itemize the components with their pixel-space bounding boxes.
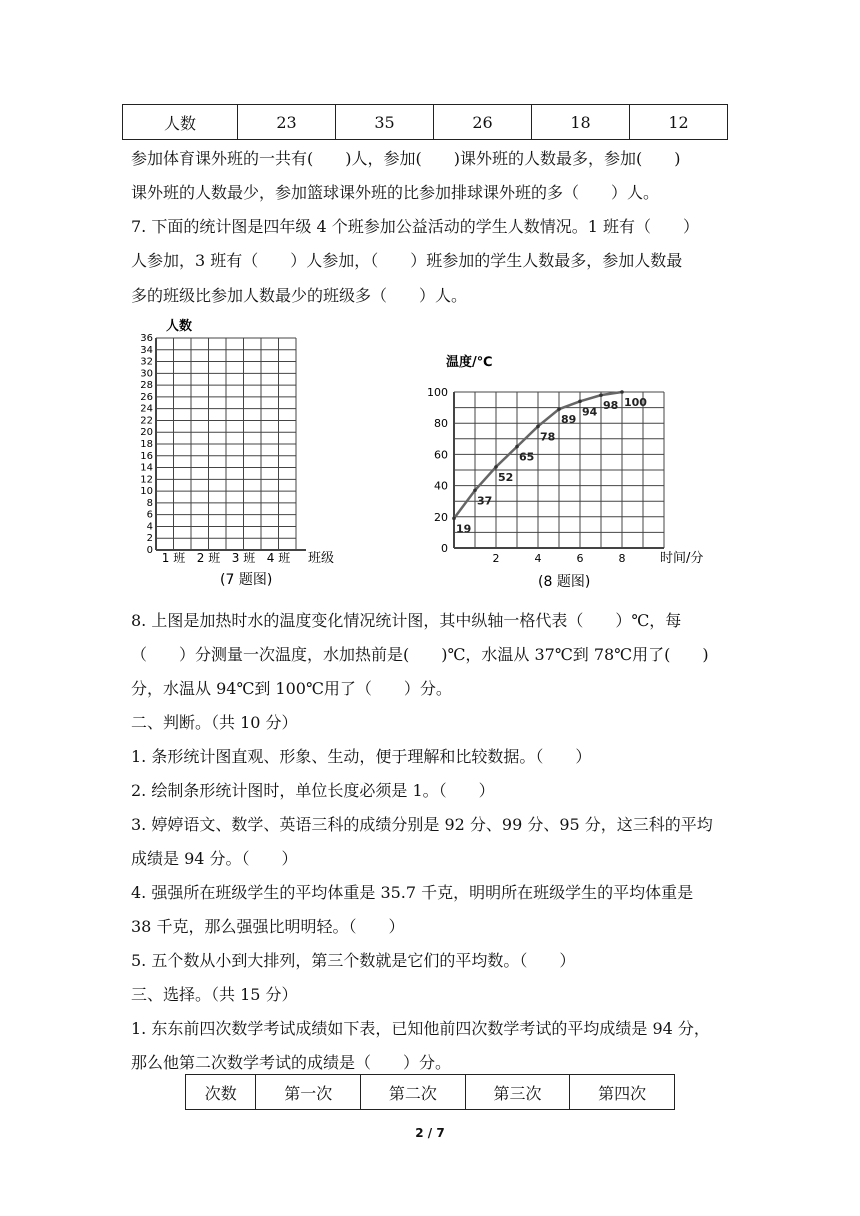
table-cell: 第三次 xyxy=(465,1075,570,1110)
section-heading: 二、判断。（共 10 分） xyxy=(131,713,298,732)
data-label: 78 xyxy=(540,430,556,444)
x-tick-label: 8 xyxy=(618,552,626,565)
table-cell: 次数 xyxy=(186,1075,256,1110)
x-tick-label: 2 班 xyxy=(196,551,221,565)
data-label: 37 xyxy=(477,494,493,508)
table-cell: 第四次 xyxy=(570,1075,675,1110)
table-row xyxy=(123,105,728,140)
data-label: 94 xyxy=(582,405,598,419)
data-point xyxy=(494,465,498,469)
y-tick-label: 14 xyxy=(140,462,153,474)
y-tick-label: 60 xyxy=(434,448,448,462)
y-tick-label: 100 xyxy=(427,386,448,399)
table-cell: 23 xyxy=(238,105,336,140)
x-tick-label: 3 班 xyxy=(231,551,256,565)
table-header-cell: 人数 xyxy=(123,105,238,140)
y-tick-label: 28 xyxy=(140,380,153,392)
data-point xyxy=(578,400,582,404)
x-tick-label: 6 xyxy=(576,552,584,565)
table-cell: 第一次 xyxy=(256,1075,361,1110)
judgement-item: 5. 五个数从小到大排列，第三个数就是它们的平均数。（ ） xyxy=(131,951,576,970)
data-point xyxy=(515,445,519,449)
judgement-item: 38 千克，那么强强比明明轻。（ ） xyxy=(131,917,405,936)
y-tick-label: 8 xyxy=(146,497,153,509)
y-tick-label: 2 xyxy=(146,533,153,545)
x-tick-label: 4 xyxy=(534,552,542,565)
y-tick-label: 18 xyxy=(140,439,153,450)
judgement-item: 2. 绘制条形统计图时，单位长度必须是 1。（ ） xyxy=(131,781,495,800)
question-text: 人参加，3 班有（ ）人参加，（ ）班参加的学生人数最多，参加人数最 xyxy=(131,251,683,270)
y-tick-label: 0 xyxy=(441,542,448,555)
y-tick-label: 32 xyxy=(140,356,153,368)
x-tick-label: 1 班 xyxy=(161,551,186,565)
judgement-item: 4. 强强所在班级学生的平均体重是 35.7 千克，明明所在班级学生的平均体重是 xyxy=(131,883,694,902)
data-label: 89 xyxy=(561,413,577,427)
question-text: 分，水温从 94℃到 100℃用了（ ）分。 xyxy=(131,679,452,698)
question-text: 参加体育课外班的一共有( )人，参加( )课外班的人数最多，参加( ) xyxy=(131,149,681,168)
y-tick-label: 34 xyxy=(140,344,153,356)
y-tick-label: 36 xyxy=(140,333,153,344)
choice-item: 那么他第二次数学考试的成绩是（ ）分。 xyxy=(131,1053,452,1072)
page-number: 2 / 7 xyxy=(415,1126,445,1140)
data-label: 100 xyxy=(624,396,647,409)
data-point xyxy=(473,488,477,492)
y-tick-label: 16 xyxy=(140,450,153,462)
choice-item: 1. 东东前四次数学考试成绩如下表，已知他前四次数学考试的平均成绩是 94 分， xyxy=(131,1019,710,1038)
data-label: 65 xyxy=(519,450,535,464)
y-tick-label: 6 xyxy=(146,509,153,521)
y-tick-label: 40 xyxy=(434,479,448,493)
table-row xyxy=(186,1075,675,1110)
x-tick-label: 2 xyxy=(492,552,500,565)
question-text: 多的班级比参加人数最少的班级多（ ）人。 xyxy=(131,286,468,305)
y-tick-label: 12 xyxy=(140,474,153,486)
y-axis-label: 温度/℃ xyxy=(446,355,493,370)
chart-caption: (7 题图) xyxy=(220,572,273,588)
data-point xyxy=(536,425,540,429)
y-axis-label: 人数 xyxy=(166,319,193,334)
question-8-text: 8. 上图是加热时水的温度变化情况统计图，其中纵轴一格代表（ ）℃，每 xyxy=(131,611,682,630)
question-text: （ ）分测量一次温度，水加热前是( )℃，水温从 37℃到 78℃用了( ) xyxy=(131,645,709,664)
data-point xyxy=(599,393,603,397)
y-tick-label: 0 xyxy=(146,545,153,556)
x-axis-label: 班级 xyxy=(308,551,335,566)
y-tick-label: 80 xyxy=(434,417,448,431)
y-tick-label: 30 xyxy=(140,368,153,380)
y-tick-label: 10 xyxy=(140,486,153,498)
exam-times-table xyxy=(185,1074,675,1110)
x-axis-label: 时间/分 xyxy=(660,551,704,566)
data-label: 52 xyxy=(498,470,514,484)
y-tick-label: 22 xyxy=(140,415,153,427)
table-cell: 26 xyxy=(434,105,532,140)
question-text: 课外班的人数最少，参加篮球课外班的比参加排球课外班的多（ ）人。 xyxy=(131,183,660,202)
table-cell: 第二次 xyxy=(361,1075,466,1110)
judgement-item: 成绩是 94 分。（ ） xyxy=(131,849,298,868)
data-label: 98 xyxy=(603,399,619,413)
temperature-line-chart xyxy=(420,340,720,590)
data-point xyxy=(557,407,561,411)
y-tick-label: 26 xyxy=(140,391,153,403)
y-tick-label: 20 xyxy=(434,510,448,524)
y-tick-label: 20 xyxy=(140,427,153,439)
table-cell: 18 xyxy=(532,105,630,140)
data-label: 19 xyxy=(456,522,472,536)
question-7-text: 7. 下面的统计图是四年级 4 个班参加公益活动的学生人数情况。1 班有（ ） xyxy=(131,217,699,236)
data-point xyxy=(620,390,624,394)
judgement-item: 3. 婷婷语文、数学、英语三科的成绩分别是 92 分、99 分、95 分，这三科的平均 xyxy=(131,815,713,834)
table-cell: 12 xyxy=(630,105,728,140)
y-tick-label: 24 xyxy=(140,403,153,415)
y-tick-label: 4 xyxy=(146,521,153,533)
table-cell: 35 xyxy=(336,105,434,140)
people-count-table xyxy=(122,104,728,140)
chart-caption: (8 题图) xyxy=(538,574,591,590)
class-bar-chart-grid xyxy=(130,318,380,590)
judgement-item: 1. 条形统计图直观、形象、生动，便于理解和比较数据。（ ） xyxy=(131,747,592,766)
x-tick-label: 4 班 xyxy=(266,551,291,565)
data-point xyxy=(452,517,456,521)
section-heading: 三、选择。（共 15 分） xyxy=(131,985,298,1004)
